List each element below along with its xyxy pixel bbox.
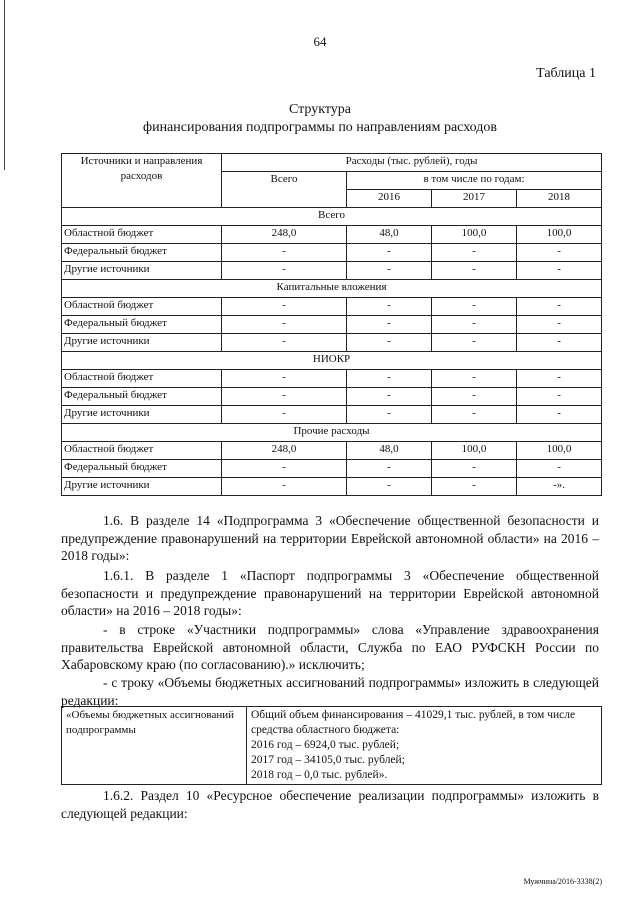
table-row xyxy=(62,262,602,280)
cell-2016: - xyxy=(347,244,432,262)
cell-total: - xyxy=(222,262,347,280)
header-year: 2016 xyxy=(347,190,432,208)
row-label: Федеральный бюджет xyxy=(62,460,222,478)
cell-2016: - xyxy=(347,298,432,316)
cell-2018: - xyxy=(517,244,602,262)
header-total: Всего xyxy=(222,172,347,208)
cell-total: - xyxy=(222,316,347,334)
cell-2016: - xyxy=(347,370,432,388)
table-row xyxy=(62,388,602,406)
table-row xyxy=(62,244,602,262)
cell-2017: - xyxy=(432,262,517,280)
cell-2018: - xyxy=(517,388,602,406)
section-title: НИОКР xyxy=(62,352,602,370)
cell-2017: - xyxy=(432,406,517,424)
financing-table xyxy=(61,153,602,496)
cell-2018: - xyxy=(517,334,602,352)
margin-line xyxy=(4,0,5,170)
cell-2018: -». xyxy=(517,478,602,496)
cell-total: - xyxy=(222,370,347,388)
volume-details xyxy=(247,707,602,785)
section-row xyxy=(62,424,602,442)
table-row xyxy=(62,334,602,352)
cell-2016: - xyxy=(347,316,432,334)
header-row-1 xyxy=(62,154,602,172)
title-line-1: Структура xyxy=(288,102,352,117)
paragraph-1-6-2: 1.6.2. Раздел 10 «Ресурсное обеспечение реализации подпрограммы» изложить в следующей редакции: xyxy=(61,788,599,821)
section-title: Прочие расходы xyxy=(62,424,602,442)
table-row xyxy=(62,226,602,244)
title-line-2: финансирования подпрограммы по направлениям расходов xyxy=(143,120,497,135)
section-row xyxy=(62,352,602,370)
volume-line: 2017 год – 34105,0 тыс. рублей; xyxy=(251,754,405,766)
header-sources: Источники и направления расходов xyxy=(62,154,222,208)
paragraph-1-6-1: 1.6.1. В разделе 1 «Паспорт подпрограммы 3 «Обеспечение общественной безопасности и предупреждение правонарушений на территории Еврейской автономной области» на 2016 – 2018 годы»: xyxy=(61,568,599,618)
cell-2016: 48,0 xyxy=(347,226,432,244)
row-label: Другие источники xyxy=(62,478,222,496)
row-label: Областной бюджет xyxy=(62,226,222,244)
cell-total: - xyxy=(222,406,347,424)
document-title xyxy=(0,101,640,137)
paragraph-1-6: 1.6. В разделе 14 «Подпрограмма 3 «Обеспечение общественной безопасности и предупреждение правонарушений на территории Еврейской автономной области» на 2016 – 2018 годы»: xyxy=(61,513,599,563)
table-row xyxy=(62,478,602,496)
row-label: Федеральный бюджет xyxy=(62,316,222,334)
cell-2016: - xyxy=(347,460,432,478)
volume-line: Общий объем финансирования – 41029,1 тыс. рублей, в том числе средства областного бюджета: xyxy=(251,709,576,736)
cell-2016: - xyxy=(347,406,432,424)
row-label: Областной бюджет xyxy=(62,370,222,388)
cell-2016: - xyxy=(347,334,432,352)
row-label: Федеральный бюджет xyxy=(62,244,222,262)
row-label: Другие источники xyxy=(62,406,222,424)
header-group: Расходы (тыс. рублей), годы xyxy=(222,154,602,172)
cell-2017: - xyxy=(432,388,517,406)
cell-2017: 100,0 xyxy=(432,226,517,244)
row-label: Другие источники xyxy=(62,262,222,280)
cell-total: - xyxy=(222,298,347,316)
footer-code: Мужчина/2016-3338(2) xyxy=(523,877,602,886)
section-title: Капитальные вложения xyxy=(62,280,602,298)
cell-2018: - xyxy=(517,406,602,424)
cell-2017: - xyxy=(432,316,517,334)
cell-2016: 48,0 xyxy=(347,442,432,460)
cell-2018: - xyxy=(517,370,602,388)
cell-2017: - xyxy=(432,478,517,496)
paragraph-participants: - в строке «Участники подпрограммы» слова «Управление здравоохранения правительства Еврейской автономной области, Служба по ЕАО РУФСКН России по Хабаровскому краю (по согласованию).» исключить; xyxy=(61,622,599,672)
volume-line: 2018 год – 0,0 тыс. рублей». xyxy=(251,769,388,781)
budget-volume-table xyxy=(61,706,602,785)
cell-total: - xyxy=(222,478,347,496)
header-subgroup: в том числе по годам: xyxy=(347,172,602,190)
cell-total: - xyxy=(222,244,347,262)
volume-label: «Объемы бюджетных ассигнований подпрограммы xyxy=(62,707,247,785)
cell-2016: - xyxy=(347,388,432,406)
table-row xyxy=(62,460,602,478)
table-row xyxy=(62,316,602,334)
header-year: 2018 xyxy=(517,190,602,208)
cell-2018: 100,0 xyxy=(517,442,602,460)
cell-2018: - xyxy=(517,460,602,478)
cell-2018: - xyxy=(517,262,602,280)
row-label: Федеральный бюджет xyxy=(62,388,222,406)
volume-line: 2016 год – 6924,0 тыс. рублей; xyxy=(251,739,400,751)
cell-2016: - xyxy=(347,478,432,496)
section-row xyxy=(62,280,602,298)
table-row xyxy=(62,370,602,388)
header-year: 2017 xyxy=(432,190,517,208)
cell-total: - xyxy=(222,460,347,478)
section-title: Всего xyxy=(62,208,602,226)
cell-total: 248,0 xyxy=(222,226,347,244)
cell-2017: - xyxy=(432,334,517,352)
cell-2017: - xyxy=(432,244,517,262)
cell-2018: - xyxy=(517,316,602,334)
row-label: Другие источники xyxy=(62,334,222,352)
table-row xyxy=(62,406,602,424)
cell-total: - xyxy=(222,388,347,406)
cell-2018: 100,0 xyxy=(517,226,602,244)
cell-2017: - xyxy=(432,460,517,478)
cell-total: 248,0 xyxy=(222,442,347,460)
cell-total: - xyxy=(222,334,347,352)
row-label: Областной бюджет xyxy=(62,298,222,316)
cell-2016: - xyxy=(347,262,432,280)
table-row xyxy=(62,442,602,460)
cell-2018: - xyxy=(517,298,602,316)
table-label: Таблица 1 xyxy=(536,66,596,81)
cell-2017: 100,0 xyxy=(432,442,517,460)
paragraph-volumes: - с троку «Объемы бюджетных ассигнований подпрограммы» изложить в следующей редакции: xyxy=(61,675,599,708)
section-row xyxy=(62,208,602,226)
cell-2017: - xyxy=(432,298,517,316)
row-label: Областной бюджет xyxy=(62,442,222,460)
page-number: 64 xyxy=(313,34,327,49)
table-row xyxy=(62,707,602,785)
cell-2017: - xyxy=(432,370,517,388)
table-row xyxy=(62,298,602,316)
